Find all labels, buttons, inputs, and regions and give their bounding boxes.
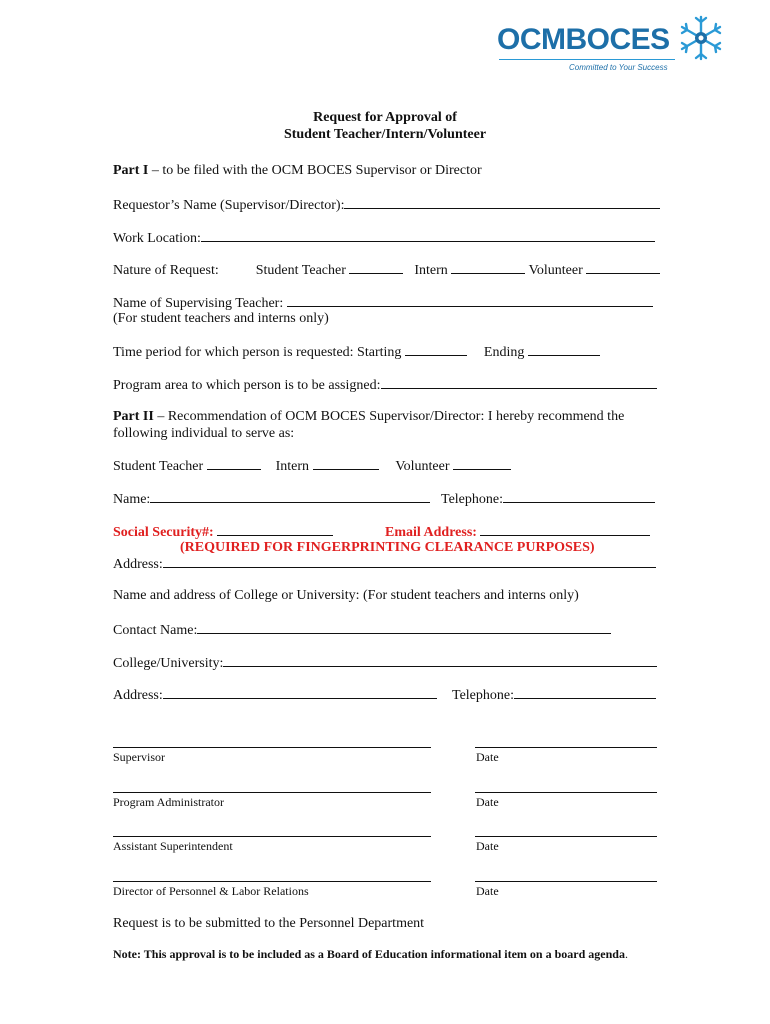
form-title-line2: Student Teacher/Intern/Volunteer [283,127,487,142]
supervisor-date-line[interactable] [475,747,657,748]
college-telephone-field[interactable] [514,685,656,699]
recommend-intern-label: Intern [275,459,310,474]
board-agenda-note: Note: This approval is to be included as a Board of Education informational item on a board agenda [113,947,625,961]
logo-wordmark: OCMBOCES [497,23,670,56]
candidate-telephone-label: Telephone: [441,492,503,507]
part1-description: – to be filed with the OCM BOCES Supervisor or Director [148,163,482,178]
contact-name-field[interactable] [197,620,611,634]
ocmboces-logo [497,10,737,78]
nature-student-teacher-field[interactable] [349,260,403,274]
requestor-name-field[interactable] [344,195,660,209]
candidate-telephone-field[interactable] [503,489,655,503]
logo-tagline: Committed to Your Success [569,63,668,72]
recommend-options-row [113,456,511,475]
college-telephone-row [452,685,656,704]
requestor-label: Requestor’s Name (Supervisor/Director): [113,198,345,213]
nature-intern-label: Intern [414,263,448,278]
work-location-field[interactable] [201,228,655,242]
candidate-name-field[interactable] [150,489,430,503]
nature-of-request-row [113,260,660,279]
nature-volunteer-label: Volunteer [528,263,583,278]
board-agenda-note-period: . [624,947,628,961]
recommend-intern-field[interactable] [313,456,379,470]
recommend-volunteer-field[interactable] [453,456,511,470]
program-area-label: Program area to which person is to be assigned: [113,378,381,393]
program-admin-date-line[interactable] [475,792,657,793]
candidate-address-field[interactable] [163,554,656,568]
form-title-line1: Request for Approval of [313,110,457,125]
ending-date-field[interactable] [528,342,600,356]
asst-superintendent-label: Assistant Superintendent [113,839,233,853]
college-address-field[interactable] [163,685,437,699]
part2-description: – Recommendation of OCM BOCES Supervisor/Director: I hereby recommend the [153,409,625,424]
nature-volunteer-field[interactable] [586,260,660,274]
asst-superintendent-date-label: Date [476,839,499,853]
snowflake-star-icon [677,14,725,62]
program-area-field[interactable] [381,375,657,389]
email-field[interactable] [480,522,650,536]
candidate-name-label: Name: [113,492,151,507]
part1-heading [113,162,482,179]
starting-date-field[interactable] [405,342,467,356]
college-row [113,653,657,672]
college-address-row [113,685,437,704]
personnel-director-date-label: Date [476,884,499,898]
ssn-label: Social Security#: [113,525,214,540]
ending-label: Ending [483,345,525,360]
nature-intern-field[interactable] [451,260,525,274]
requestor-row [113,195,660,214]
contact-name-row [113,620,611,639]
recommend-student-teacher-label: Student Teacher [113,459,204,474]
candidate-name-row [113,489,430,508]
board-agenda-note-row [113,946,628,963]
part2-label: Part II [113,409,154,424]
supervising-teacher-field[interactable] [287,293,653,307]
program-admin-signature-line[interactable] [113,792,431,793]
supervisor-signature-line[interactable] [113,747,431,748]
program-admin-date-label: Date [476,795,499,809]
personnel-director-signature-line[interactable] [113,881,431,882]
program-admin-label: Program Administrator [113,795,224,809]
part2-description-line2: following individual to serve as: [113,426,295,441]
personnel-director-label: Director of Personnel & Labor Relations [113,884,309,898]
fingerprinting-required-note: (REQUIRED FOR FINGERPRINTING CLEARANCE PURPOSES) [180,540,595,555]
supervising-teacher-note: (For student teachers and interns only) [113,311,329,326]
email-label: Email Address: [385,525,477,540]
work-location-label: Work Location: [113,231,201,246]
nature-label: Nature of Request: [113,263,219,278]
supervising-teacher-label: Name of Supervising Teacher: [113,296,284,311]
candidate-address-row [113,554,656,573]
college-field[interactable] [223,653,657,667]
candidate-telephone-row [441,489,655,508]
part1-label: Part I [113,163,149,178]
asst-superintendent-signature-line[interactable] [113,836,431,837]
ssn-field[interactable] [217,522,333,536]
college-telephone-label: Telephone: [452,688,514,703]
nature-student-teacher-label: Student Teacher [255,263,346,278]
supervisor-date-label: Date [476,750,499,764]
supervisor-label: Supervisor [113,750,165,764]
part2-heading [113,408,624,425]
time-period-row [113,342,600,361]
recommend-volunteer-label: Volunteer [395,459,450,474]
college-label: College/University: [113,656,224,671]
candidate-address-label: Address: [113,557,163,572]
asst-superintendent-date-line[interactable] [475,836,657,837]
logo-rule [499,59,675,60]
college-heading: Name and address of College or University: (For student teachers and interns only) [113,588,579,603]
personnel-director-date-line[interactable] [475,881,657,882]
submit-note: Request is to be submitted to the Personnel Department [113,916,425,931]
work-location-row [113,228,655,247]
recommend-student-teacher-field[interactable] [207,456,261,470]
program-area-row [113,375,657,394]
time-period-label: Time period for which person is requested: Starting [113,345,402,360]
college-address-label: Address: [113,688,163,703]
contact-name-label: Contact Name: [113,623,198,638]
